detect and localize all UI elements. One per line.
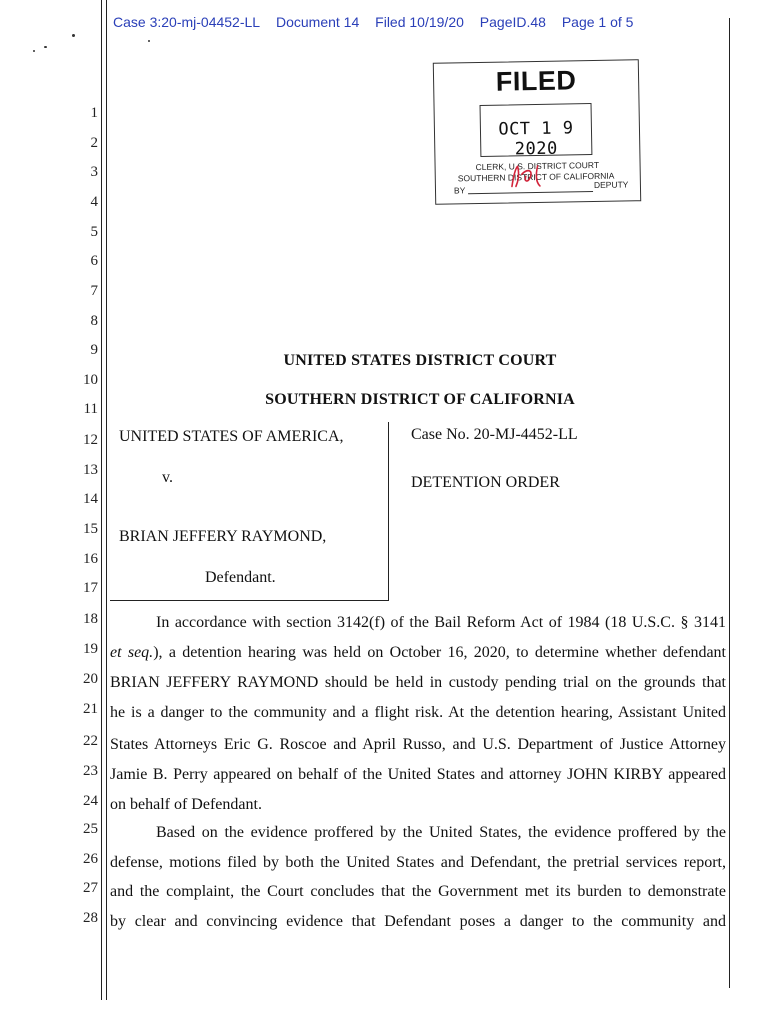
paragraph-1-line xyxy=(110,643,726,663)
case-number: Case No. 20-MJ-4452-LL xyxy=(411,426,578,443)
line-number: 26 xyxy=(83,851,98,867)
left-margin-rule-inner xyxy=(106,0,107,1000)
line-number: 19 xyxy=(83,641,98,657)
paragraph-1-line: Jamie B. Perry appeared on behalf of the United States and attorney JOHN KIRBY appeared xyxy=(110,766,726,783)
line-number: 6 xyxy=(90,253,98,269)
paragraph-1-line: States Attorneys Eric G. Roscoe and April Russo, and U.S. Department of Justice Attorney xyxy=(110,736,726,753)
stamp-title: FILED xyxy=(495,65,577,97)
line-number: 15 xyxy=(83,521,98,537)
court-district: SOUTHERN DISTRICT OF CALIFORNIA xyxy=(265,391,575,408)
court-name: UNITED STATES DISTRICT COURT xyxy=(283,352,557,369)
scan-speck xyxy=(33,50,35,52)
line-number: 22 xyxy=(83,733,98,749)
deputy-signature xyxy=(497,160,558,191)
stamp-clerk-line: CLERK, U.S. DISTRICT COURT xyxy=(475,159,600,173)
paragraph-2-line: by clear and convincing evidence that Defendant poses a danger to the community and xyxy=(110,913,726,930)
line-number: 18 xyxy=(83,611,98,627)
line-number: 11 xyxy=(83,401,98,417)
scan-speck xyxy=(44,46,47,48)
scan-speck xyxy=(72,34,75,37)
ecf-header xyxy=(113,14,645,30)
paragraph-1-line: on behalf of Defendant. xyxy=(110,796,262,813)
versus-label: v. xyxy=(162,469,173,486)
plaintiff-name: UNITED STATES OF AMERICA, xyxy=(119,428,344,445)
line-number: 21 xyxy=(83,701,98,717)
line-number: 14 xyxy=(83,491,98,507)
line-number: 13 xyxy=(83,462,98,478)
ecf-pageid: PageID.48 xyxy=(479,14,546,30)
stamp-by-label: BY xyxy=(453,185,466,196)
line-number: 2 xyxy=(90,135,98,151)
document-title: DETENTION ORDER xyxy=(411,474,560,491)
paragraph-1-line-text: ), a detention hearing was held on October 16, 2020, to determine whether defendant xyxy=(153,644,727,661)
caption-divider xyxy=(388,422,389,600)
ecf-filed-date: Filed 10/19/20 xyxy=(375,14,464,30)
left-margin-rule xyxy=(101,0,102,1000)
line-number: 25 xyxy=(83,821,98,837)
line-number: 16 xyxy=(83,551,98,567)
stamp-deputy-label: DEPUTY xyxy=(593,179,629,191)
line-number: 27 xyxy=(83,880,98,896)
filed-stamp xyxy=(433,59,641,205)
line-number: 23 xyxy=(83,763,98,779)
line-number: 28 xyxy=(83,910,98,926)
line-number: 12 xyxy=(83,432,98,448)
defendant-role: Defendant. xyxy=(205,569,276,586)
ecf-case-number: Case 3:20-mj-04452-LL xyxy=(113,14,261,30)
stamp-date-box xyxy=(480,103,593,160)
line-number: 3 xyxy=(90,164,98,180)
caption-underline xyxy=(110,600,389,601)
et-seq-citation: et seq. xyxy=(110,644,154,661)
paragraph-2-line: and the complaint, the Court concludes that the Government met its burden to demonstrate xyxy=(110,883,726,900)
paragraph-2-line: defense, motions filed by both the United States and Defendant, the pretrial services report, xyxy=(110,854,726,871)
line-number: 17 xyxy=(83,580,98,596)
paragraph-1-line: In accordance with section 3142(f) of the Bail Reform Act of 1984 (18 U.S.C. § 3141 xyxy=(156,614,726,631)
ecf-document-number: Document 14 xyxy=(275,14,360,30)
line-number: 20 xyxy=(83,671,98,687)
line-number: 10 xyxy=(83,372,98,388)
line-number: 8 xyxy=(90,313,98,329)
line-number: 5 xyxy=(90,224,98,240)
paragraph-1-line: he is a danger to the community and a flight risk. At the detention hearing, Assistant United xyxy=(110,704,726,721)
paragraph-1-line: BRIAN JEFFERY RAYMOND should be held in custody pending trial on the grounds that xyxy=(110,674,726,691)
ecf-page-count: Page 1 of 5 xyxy=(561,14,634,30)
line-number: 7 xyxy=(90,283,98,299)
right-margin-rule xyxy=(729,18,730,988)
line-number: 1 xyxy=(90,105,98,121)
line-number: 4 xyxy=(90,194,98,210)
line-number: 24 xyxy=(83,793,98,809)
stamp-date: OCT 1 9 2020 xyxy=(498,118,574,160)
stamp-signature-line xyxy=(468,191,593,194)
stamp-district-line: SOUTHERN DISTRICT OF CALIFORNIA xyxy=(457,170,615,184)
line-number: 9 xyxy=(90,342,98,358)
paragraph-2-line: Based on the evidence proffered by the United States, the evidence proffered by the xyxy=(156,824,726,841)
scan-speck xyxy=(148,40,150,42)
defendant-name: BRIAN JEFFERY RAYMOND, xyxy=(119,528,327,545)
